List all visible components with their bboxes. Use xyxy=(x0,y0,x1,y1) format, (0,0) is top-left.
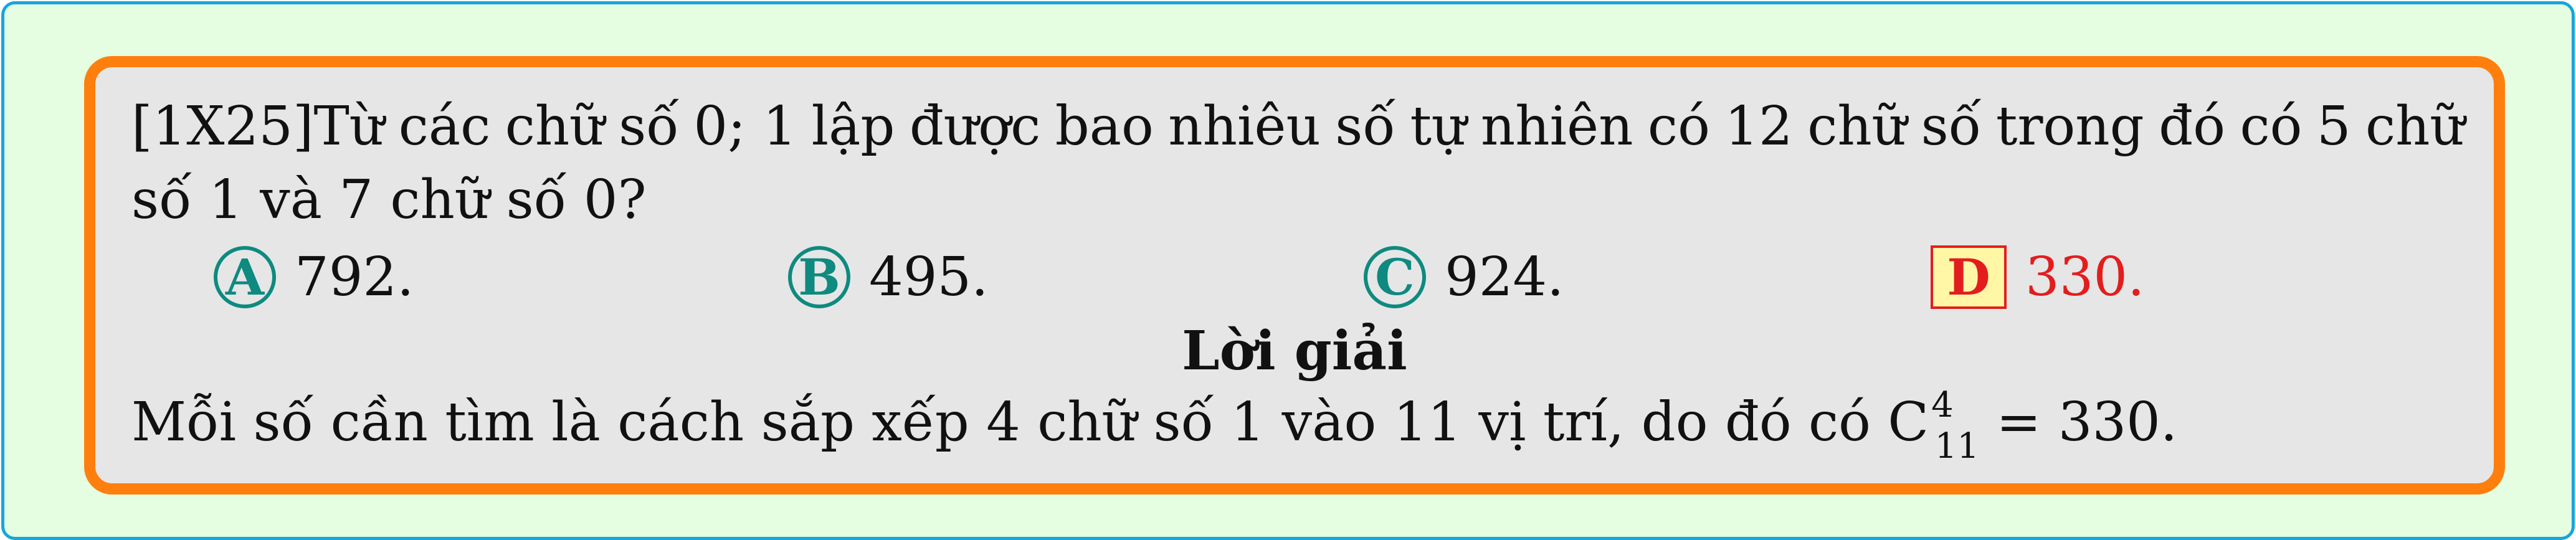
question-word: đó xyxy=(2159,95,2225,158)
solution-title: Lời giải xyxy=(1182,320,1407,382)
option-b-badge: B xyxy=(788,246,850,308)
solution-text-after: = 330. xyxy=(1979,391,2178,453)
question-word: chữ xyxy=(505,95,604,158)
solution-text-before: Mỗi số cần tìm là cách sắp xếp 4 chữ số 1 vào 11 vị trí, do đó có xyxy=(131,391,1888,453)
option-b-text: 495. xyxy=(869,246,989,308)
option-b[interactable] xyxy=(788,245,988,310)
question-line-1 xyxy=(131,95,2464,158)
question-line-2: số 1 và 7 chữ số 0? xyxy=(131,169,647,231)
question-word: có xyxy=(2240,95,2303,158)
option-a-badge: A xyxy=(214,246,276,308)
question-word: có xyxy=(1647,95,1710,158)
option-a-text: 792. xyxy=(295,246,414,308)
question-word: được xyxy=(909,95,1041,158)
question-card xyxy=(84,56,2505,495)
option-d-badge: D xyxy=(1931,245,2007,309)
question-word: tự xyxy=(1410,95,1466,158)
question-word: trong xyxy=(1995,95,2144,158)
question-word: số xyxy=(1335,95,1396,158)
question-word: 5 xyxy=(2316,95,2351,158)
option-a[interactable] xyxy=(214,245,414,310)
question-word: 12 xyxy=(1724,95,1793,158)
combination-sup: 4 xyxy=(1931,385,1954,425)
combination-sub: 11 xyxy=(1934,426,1979,467)
option-c[interactable] xyxy=(1364,245,1564,310)
question-word: số xyxy=(1921,95,1982,158)
outer-frame xyxy=(1,1,2575,540)
question-word: chữ xyxy=(2365,95,2464,158)
combination-expression xyxy=(1888,385,1979,467)
option-c-text: 924. xyxy=(1445,246,1564,308)
question-word: số xyxy=(619,95,679,158)
option-c-badge: C xyxy=(1364,246,1426,308)
question-word: chữ xyxy=(1807,95,1907,158)
solution-text xyxy=(131,385,2178,467)
question-word: các xyxy=(398,95,491,158)
question-word: nhiêu xyxy=(1168,95,1321,158)
option-d-text: 330. xyxy=(2025,246,2145,308)
question-word: lập xyxy=(811,95,895,158)
option-d-correct[interactable] xyxy=(1931,245,2144,310)
question-word: nhiên xyxy=(1480,95,1633,158)
question-word: 0; 1 xyxy=(693,95,797,158)
question-word: [1X25]Từ xyxy=(131,95,384,158)
question-word: bao xyxy=(1055,95,1154,158)
combination-symbol: C xyxy=(1888,391,1929,453)
